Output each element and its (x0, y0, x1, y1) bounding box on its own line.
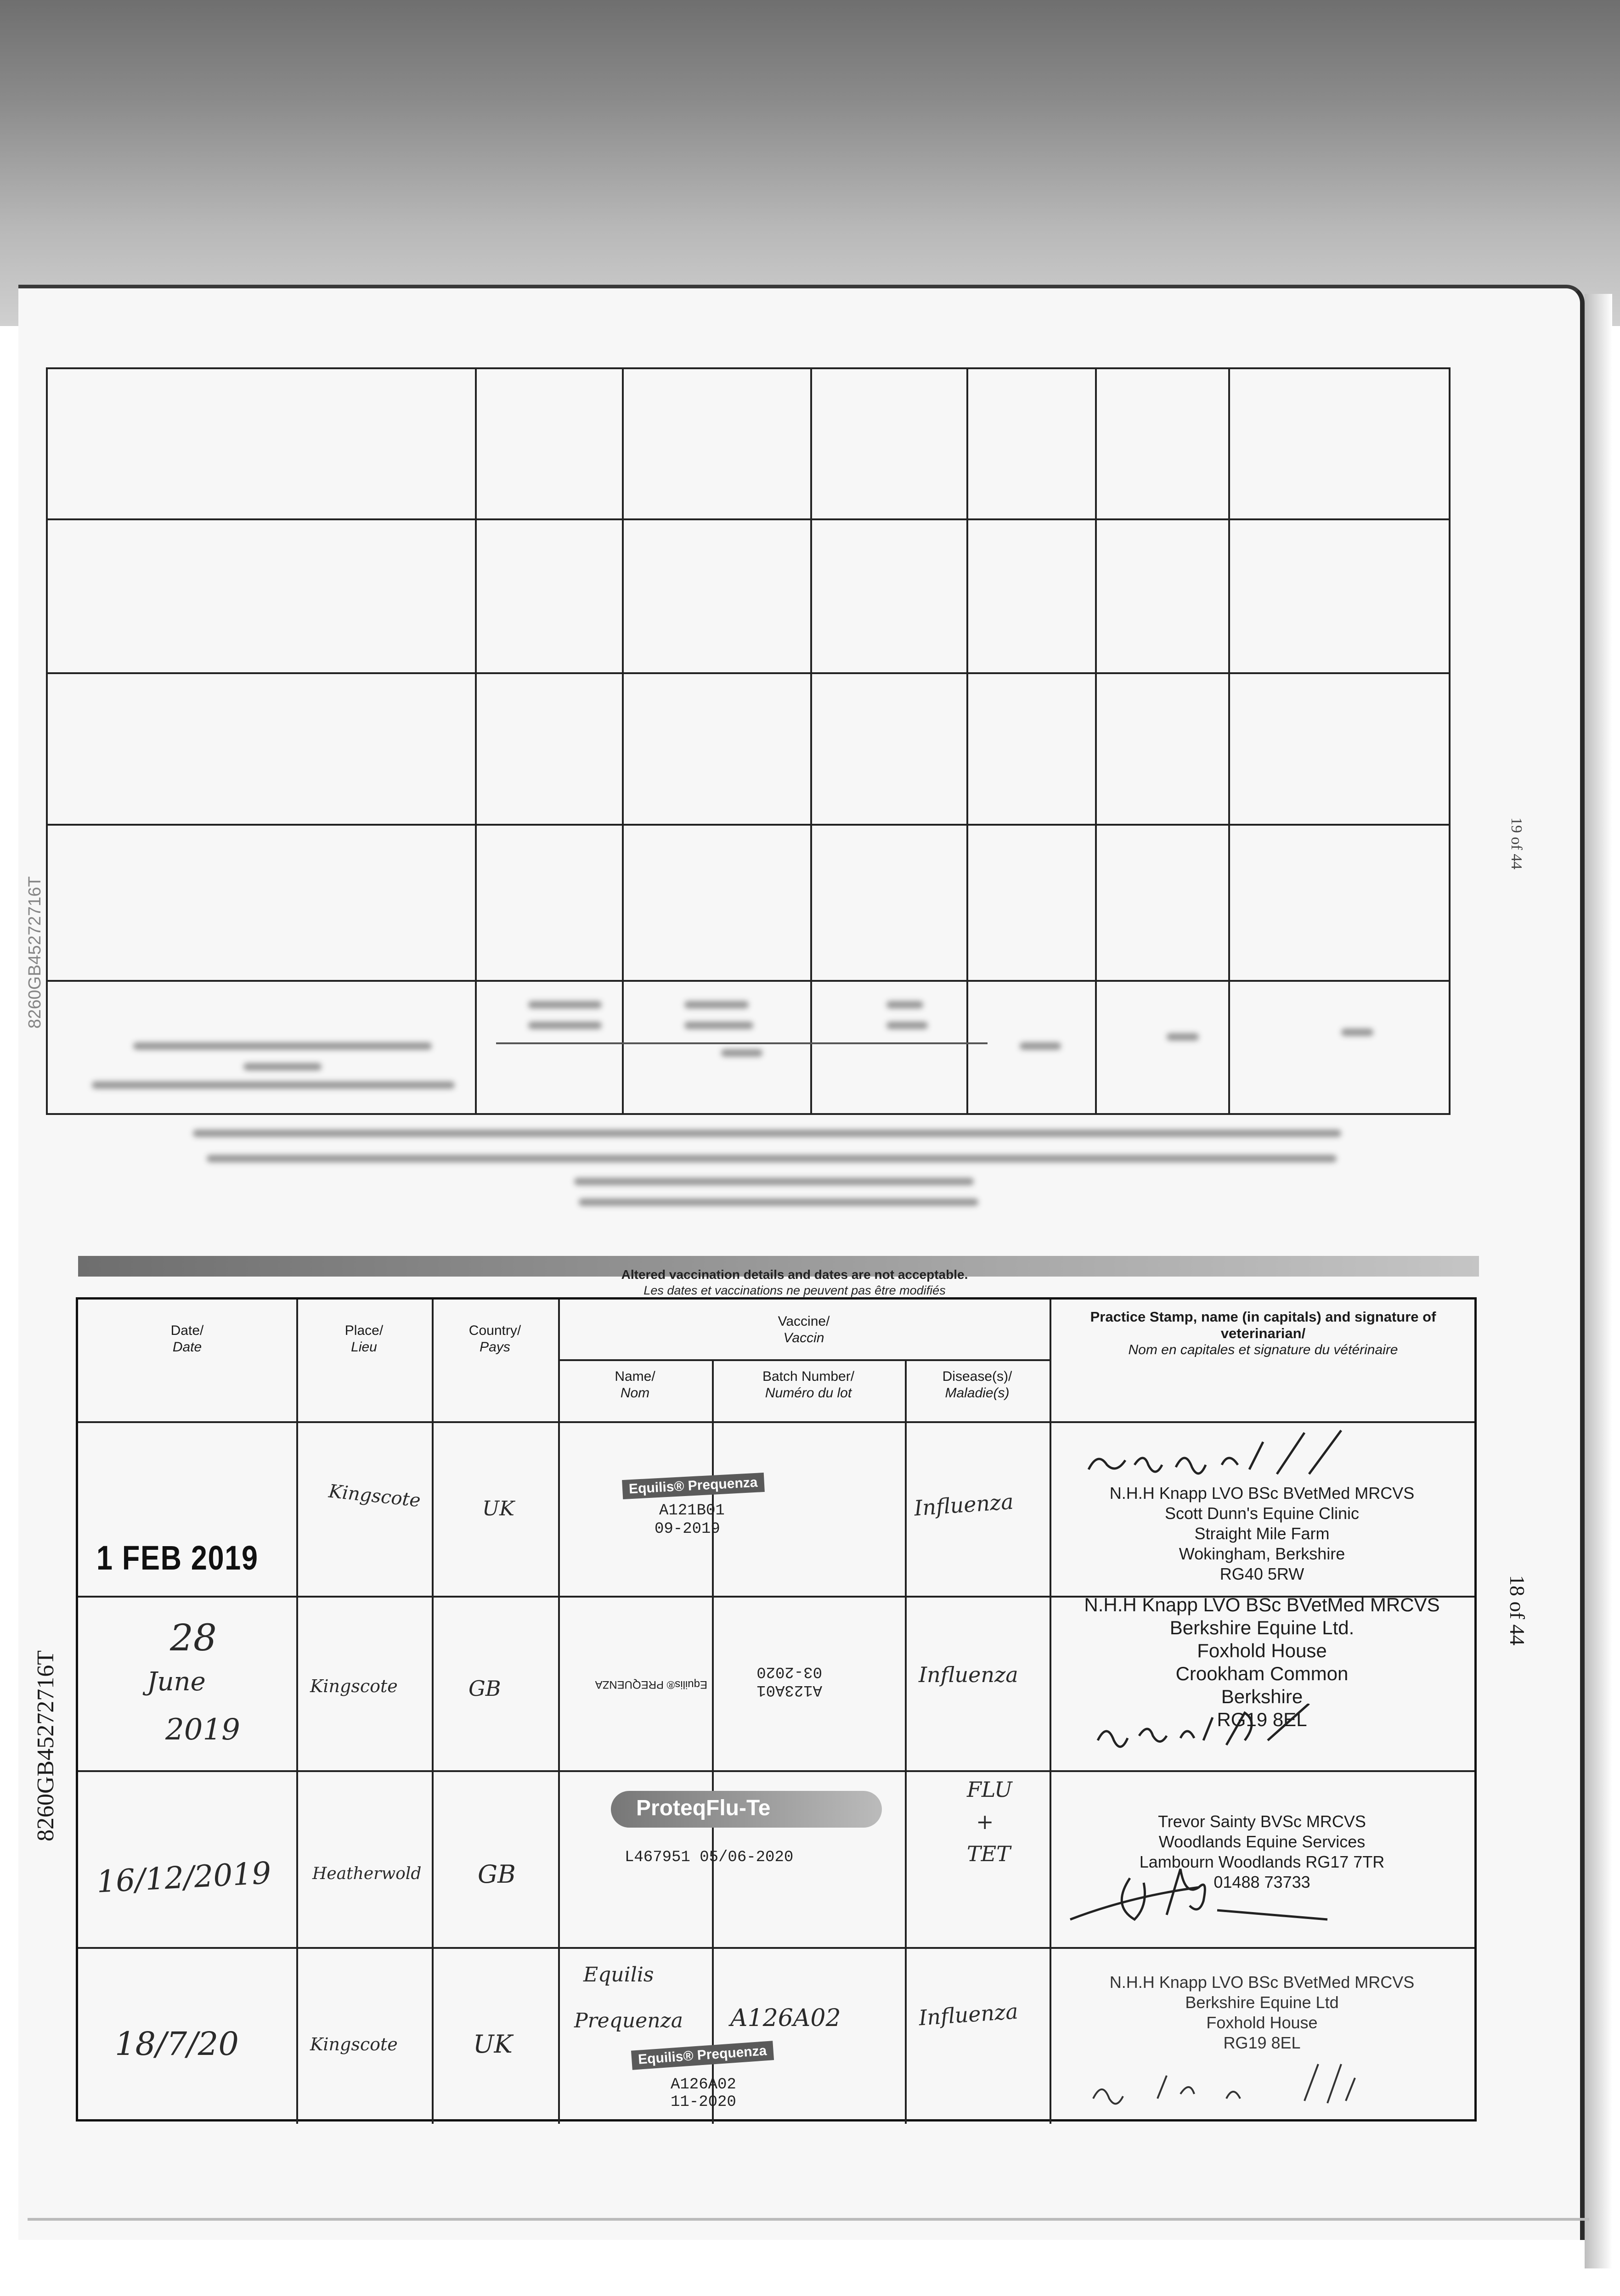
page-number-right: 18 of 44 (1506, 1575, 1529, 1646)
blurred-text (886, 1001, 923, 1008)
grid-row (48, 672, 1449, 674)
blurred-text (193, 1130, 1341, 1137)
row3-stamp: Trevor Sainty BVSc MRCVS Woodlands Equine Services Lambourn Woodlands RG17 7TR 01488 73733 (1139, 1812, 1385, 1891)
row4-batch-hand: A126A02 (730, 2004, 841, 2032)
row2-batch-1: A123A01 (756, 1681, 822, 1699)
header-place: Place/ Lieu (344, 1323, 384, 1355)
blurred-text (1167, 1033, 1199, 1041)
scan-top-shadow (0, 0, 1620, 326)
page-edge-shadow (1585, 294, 1612, 2268)
row4-vaccine-label: Equilis® Prequenza (631, 2041, 774, 2070)
warning-fr: Les dates et vaccinations ne peuvent pas être modifiés (643, 1283, 946, 1297)
row1-signature (1084, 1428, 1378, 1483)
row3-vaccine-label: ProteqFlu-Te (636, 1796, 771, 1820)
row1-batch-1: A121B01 (659, 1502, 725, 1519)
header-disease: Disease(s)/ Maladie(s) (942, 1369, 1012, 1401)
col-divider (712, 1359, 714, 2124)
row2-disease: Influenza (919, 1662, 1018, 1687)
row2-stamp: N.H.H Knapp LVO BSc BVetMed MRCVS Berkshire Equine Ltd. Foxhold House Crookham Common Berkshire RG19 8EL (1084, 1594, 1440, 1730)
row4-stamp: N.H.H Knapp LVO BSc BVetMed MRCVS Berkshire Equine Ltd Foxhold House RG19 8EL (1109, 1973, 1415, 2052)
header-date: Date/ Date (170, 1323, 204, 1355)
blurred-text (886, 1022, 928, 1029)
row2-batch-2: 03-2020 (756, 1663, 822, 1680)
blurred-text (133, 1042, 432, 1050)
row1-vaccine-label: Equilis® Prequenza (622, 1473, 764, 1499)
col-divider (558, 1300, 560, 2124)
blurred-text (92, 1081, 455, 1089)
header-name: Name/ Nom (615, 1369, 655, 1401)
row1-country: UK (482, 1497, 514, 1520)
row3-batch: L467951 05/06-2020 (625, 1849, 794, 1866)
grid-row (48, 824, 1449, 826)
header-country: Country/ Pays (469, 1323, 521, 1355)
row1-date-stamp: 1 FEB 2019 (96, 1539, 259, 1577)
row-divider (78, 1421, 1474, 1423)
blurred-text (528, 1001, 602, 1008)
blurred-text (721, 1049, 762, 1057)
row3-place: Heatherwold (312, 1864, 422, 1883)
header-batch: Batch Number/ Numéro du lot (762, 1369, 855, 1401)
warning-en: Altered vaccination details and dates are not acceptable. (621, 1267, 968, 1282)
side-id-upper: 8260GB45272716T (25, 876, 45, 1029)
row2-place: Kingscote (310, 1676, 398, 1696)
row-divider (558, 1359, 1050, 1361)
col-divider (905, 1359, 907, 2124)
grid-col (1095, 369, 1097, 1113)
row2-vaccine-label-inverted (583, 1649, 886, 1704)
grid-col (622, 369, 624, 1113)
row3-disease-1: FLU (967, 1777, 1012, 1802)
blurred-divider (496, 1042, 988, 1044)
grid-col (1228, 369, 1230, 1113)
blurred-text (579, 1199, 978, 1206)
row4-disease: Influenza (918, 1998, 1019, 2031)
row2-signature (1093, 1704, 1350, 1759)
row4-place: Kingscote (310, 2034, 398, 2054)
grid-col (966, 369, 968, 1113)
grid-col (475, 369, 477, 1113)
row4-vaccine-hand-1: Equilis (583, 1963, 654, 1986)
row1-disease: Influenza (913, 1489, 1015, 1521)
row4-country: UK (473, 2030, 513, 2059)
col-divider (432, 1300, 434, 2124)
row4-signature (1089, 2057, 1373, 2112)
row3-date: 16/12/2019 (96, 1855, 272, 1900)
blurred-text (1020, 1042, 1061, 1050)
row2-date-day: 28 (170, 1616, 217, 1659)
row3-signature (1061, 1860, 1346, 1933)
grid-row (48, 518, 1449, 520)
row4-vaccine-hand-2: Prequenza (574, 2009, 683, 2032)
blurred-text (574, 1178, 974, 1185)
header-stamp: Practice Stamp, name (in capitals) and signature of veterinarian/ Nom en capitales et signature du vétérinaire (1090, 1309, 1436, 1357)
blurred-text (684, 1001, 749, 1008)
row4-date: 18/7/20 (115, 2025, 239, 2063)
grid-col (810, 369, 812, 1113)
row3-disease-2: + (976, 1809, 994, 1834)
side-id-left: 8260GB45272716T (33, 1650, 59, 1841)
col-divider (296, 1300, 298, 2124)
row3-country: GB (478, 1860, 516, 1889)
row1-place: Kingscote (327, 1480, 422, 1512)
blurred-text (207, 1155, 1337, 1162)
page-number-upper: 19 of 44 (1508, 817, 1525, 870)
row3-disease-3: TET (967, 1841, 1010, 1866)
row2-date-year: 2019 (165, 1713, 240, 1747)
scan-bottom-edge (28, 2218, 1589, 2221)
blurred-text (528, 1022, 602, 1029)
blurred-text (1341, 1029, 1373, 1036)
row4-batch-1: A126A02 (671, 2076, 736, 2093)
vaccination-table (76, 1297, 1477, 2122)
row4-batch-2: 11-2020 (671, 2093, 736, 2111)
row-divider (78, 1770, 1474, 1772)
blurred-text (243, 1063, 322, 1070)
row2-date-month: June (147, 1667, 206, 1697)
blurred-text (684, 1022, 753, 1029)
row-divider (78, 1947, 1474, 1949)
row1-batch-2: 09-2019 (655, 1520, 720, 1538)
grid-row (48, 980, 1449, 982)
row2-vaccine-label: Equilis® PREQUENZA (595, 1678, 707, 1691)
row2-country: GB (469, 1676, 501, 1701)
header-vaccine: Vaccine/ Vaccin (778, 1314, 830, 1345)
row1-stamp: N.H.H Knapp LVO BSc BVetMed MRCVS Scott Dunn's Equine Clinic Straight Mile Farm Wokingham, Berkshire RG40 5RW (1109, 1484, 1415, 1583)
